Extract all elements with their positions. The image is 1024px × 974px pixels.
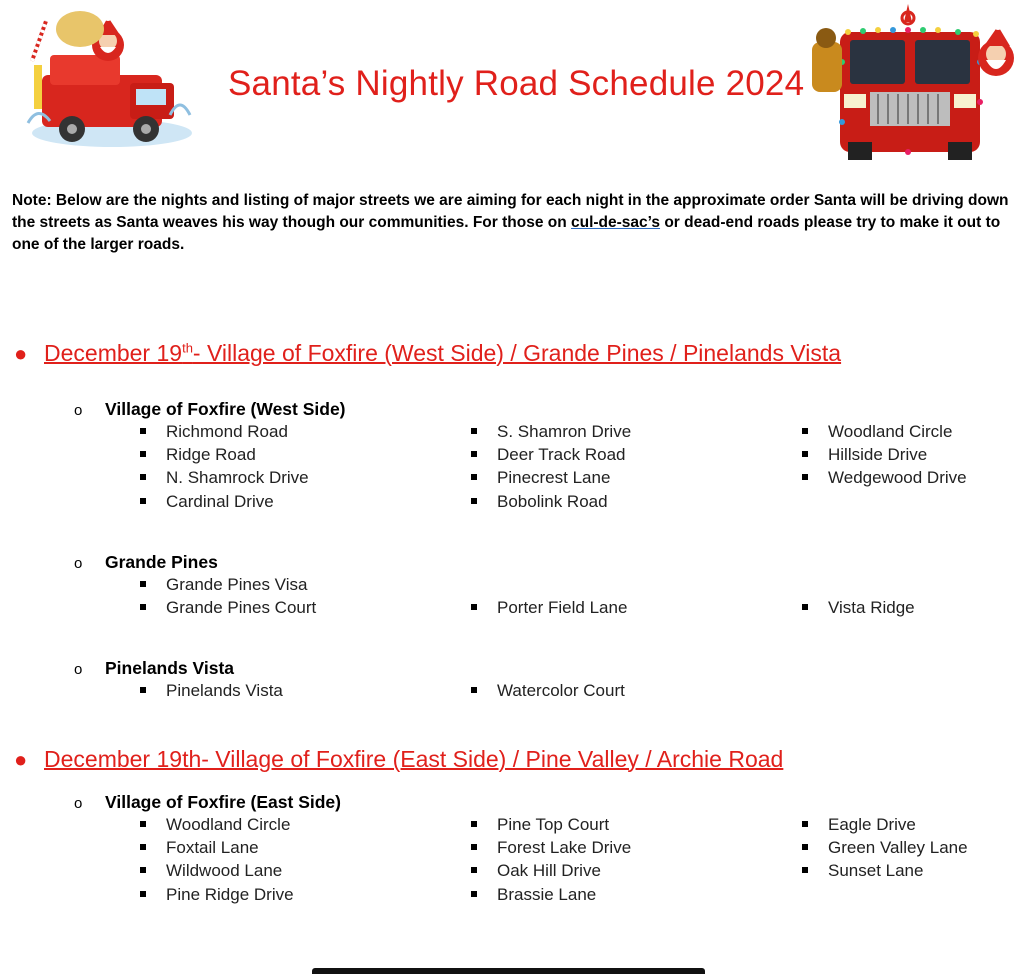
subsection-name: Pinelands Vista — [105, 658, 235, 678]
square-bullet-icon — [802, 451, 808, 457]
road-list-item — [140, 422, 288, 442]
road-name: N. Shamrock Drive — [166, 468, 309, 488]
road-list-item — [471, 885, 596, 905]
square-bullet-icon — [802, 867, 808, 873]
road-name: Foxtail Lane — [166, 838, 259, 858]
road-list-item — [140, 492, 274, 512]
section-heading-2 — [14, 746, 783, 773]
subsection-heading — [74, 552, 218, 573]
circle-bullet-icon: o — [74, 555, 83, 572]
square-bullet-icon — [802, 428, 808, 434]
note-text-end: or dead-end roads please try to make it out to one of the larger roads. — [12, 214, 1001, 253]
road-name: Oak Hill Drive — [497, 861, 601, 881]
cul-de-sac-link[interactable]: cul-de-sac’s — [571, 214, 661, 231]
road-name: Bobolink Road — [497, 491, 608, 511]
road-list-item — [471, 492, 608, 512]
square-bullet-icon — [802, 604, 808, 610]
bullet-icon: ● — [14, 341, 28, 366]
square-bullet-icon — [140, 604, 146, 610]
square-bullet-icon — [802, 844, 808, 850]
road-list-item — [140, 468, 309, 488]
decorated-fire-truck-right-icon — [808, 2, 1023, 164]
section-heading-1 — [14, 340, 841, 367]
road-list-item — [140, 861, 282, 881]
road-list-item — [802, 422, 952, 442]
road-name: Brassie Lane — [497, 884, 597, 904]
square-bullet-icon — [140, 474, 146, 480]
road-list-item — [140, 815, 290, 835]
road-list-item — [140, 681, 283, 701]
square-bullet-icon — [802, 821, 808, 827]
road-name: Porter Field Lane — [497, 598, 628, 618]
square-bullet-icon — [471, 428, 477, 434]
road-name: Ridge Road — [166, 445, 256, 465]
square-bullet-icon — [471, 687, 477, 693]
square-bullet-icon — [471, 451, 477, 457]
square-bullet-icon — [140, 821, 146, 827]
subsection-heading — [74, 399, 346, 420]
road-list-item — [802, 598, 915, 618]
subsection-heading — [74, 658, 234, 679]
road-list-item — [802, 861, 923, 881]
road-list-item — [802, 468, 967, 488]
square-bullet-icon — [140, 867, 146, 873]
road-list-item — [140, 575, 307, 595]
page-title: Santa’s Nightly Road Schedule 2024 — [228, 64, 805, 103]
road-list-item — [471, 838, 631, 858]
bullet-icon: ● — [14, 747, 28, 772]
road-list-item — [471, 681, 625, 701]
road-name: Pinecrest Lane — [497, 468, 611, 488]
square-bullet-icon — [140, 428, 146, 434]
road-name: Pine Top Court — [497, 815, 610, 834]
road-name: Woodland Circle — [166, 815, 291, 834]
square-bullet-icon — [471, 474, 477, 480]
road-name: Deer Track Road — [497, 445, 626, 465]
road-list-item — [471, 468, 610, 488]
road-list-item — [471, 598, 627, 618]
subsection-name: Village of Foxfire (West Side) — [105, 399, 346, 419]
road-name: Green Valley Lane — [828, 838, 968, 858]
road-list-item — [140, 838, 259, 858]
road-list-item — [471, 815, 609, 835]
note-text: Note: Below are the nights and listing of major streets we are aiming for each night in the approximate order Santa will be driving down the streets as Santa weaves his way though our communities. For those on — [12, 192, 1009, 231]
road-list-item — [140, 598, 316, 618]
road-list-item — [471, 445, 626, 465]
road-list-item — [802, 838, 968, 858]
road-list-item — [140, 445, 256, 465]
section-title: December 19th- Village of Foxfire (East Side) / Pine Valley / Archie Road — [44, 746, 784, 772]
road-list-item — [471, 422, 631, 442]
scroll-indicator[interactable] — [312, 968, 705, 974]
section-title: - Village of Foxfire (West Side) / Grande Pines / Pinelands Vista — [192, 340, 842, 366]
circle-bullet-icon: o — [74, 402, 83, 419]
road-name: Vista Ridge — [828, 598, 915, 618]
road-name: Pine Ridge Drive — [166, 884, 294, 904]
road-name: Pinelands Vista — [166, 681, 283, 700]
square-bullet-icon — [471, 498, 477, 504]
road-name: Forest Lake Drive — [497, 838, 632, 858]
road-list-item — [802, 815, 916, 835]
road-name: Wedgewood Drive — [828, 468, 967, 488]
square-bullet-icon — [140, 451, 146, 457]
circle-bullet-icon: o — [74, 661, 83, 678]
road-list-item — [802, 445, 927, 465]
square-bullet-icon — [471, 844, 477, 850]
circle-bullet-icon: o — [74, 795, 83, 812]
santa-fire-truck-left-icon — [20, 5, 205, 155]
section-date: December 19 — [44, 340, 183, 366]
road-name: Woodland Circle — [828, 422, 953, 441]
date-suffix: th — [182, 340, 193, 356]
road-name: Sunset Lane — [828, 861, 924, 881]
square-bullet-icon — [140, 687, 146, 693]
road-list-item — [471, 861, 601, 881]
square-bullet-icon — [802, 474, 808, 480]
square-bullet-icon — [471, 821, 477, 827]
road-name: Grande Pines Court — [166, 598, 317, 618]
road-name: Hillside Drive — [828, 445, 928, 465]
road-name: Richmond Road — [166, 422, 288, 441]
road-name: S. Shamron Drive — [497, 422, 632, 441]
road-name: Watercolor Court — [497, 681, 625, 700]
subsection-name: Village of Foxfire (East Side) — [105, 792, 341, 812]
road-list-item — [140, 885, 294, 905]
square-bullet-icon — [471, 891, 477, 897]
subsection-name: Grande Pines — [105, 552, 218, 572]
road-name: Wildwood Lane — [166, 861, 283, 881]
square-bullet-icon — [140, 844, 146, 850]
square-bullet-icon — [471, 867, 477, 873]
road-name: Eagle Drive — [828, 815, 916, 834]
note-paragraph — [12, 190, 1012, 256]
square-bullet-icon — [140, 581, 146, 587]
square-bullet-icon — [471, 604, 477, 610]
square-bullet-icon — [140, 498, 146, 504]
road-name: Cardinal Drive — [166, 491, 274, 511]
subsection-heading — [74, 792, 341, 813]
square-bullet-icon — [140, 891, 146, 897]
road-name: Grande Pines Visa — [166, 575, 308, 594]
